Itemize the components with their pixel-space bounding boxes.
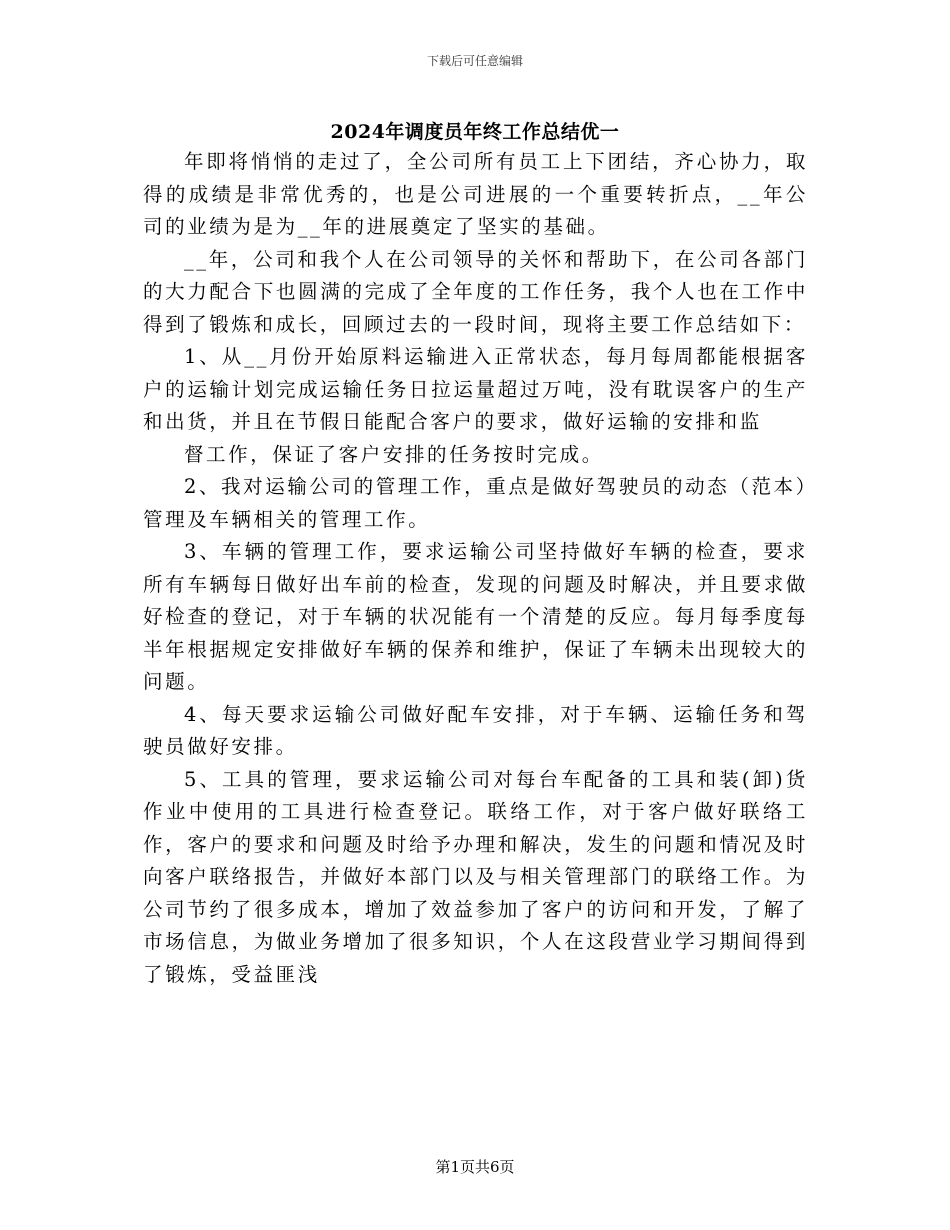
paragraph-item-3: 3、车辆的管理工作，要求运输公司坚持做好车辆的检查，要求所有车辆每日做好出车前的检查，发现的问题及时解决，并且要求做好检查的登记，对于车辆的状况能有一个清楚的反应。每月每季度每半年根据规定安排做好车辆的保养和维护，保证了车辆未出现较大的问题。: [143, 540, 808, 693]
page-number: 第1页共6页: [435, 1158, 515, 1176]
paragraph-item-1: 1、从__月份开始原料运输进入正常状态，每月每周都能根据客户的运输计划完成运输任务日拉运量超过万吨，没有耽误客户的生产和出货，并且在节假日能配合客户的要求，做好运输的安排和监: [143, 345, 808, 433]
paragraph-item-2: 2、我对运输公司的管理工作，重点是做好驾驶员的动态（范本）管理及车辆相关的管理工作。: [143, 475, 808, 531]
paragraph-intro: 年即将悄悄的走过了，全公司所有员工上下团结，齐心协力，取得的成绩是非常优秀的，也是公司进展的一个重要转折点，__年公司的业绩为是为__年的进展奠定了坚实的基础。: [143, 150, 808, 238]
document-title: 2024年调度员年终工作总结优一: [330, 121, 620, 143]
header-note: 下载后可任意编辑: [426, 54, 523, 68]
paragraph-item-4: 4、每天要求运输公司做好配车安排，对于车辆、运输任务和驾驶员做好安排。: [143, 702, 808, 758]
paragraph-item-1-cont: 督工作，保证了客户安排的任务按时完成。: [183, 442, 604, 466]
document-body: [143, 146, 808, 991]
paragraph-item-5: 5、工具的管理，要求运输公司对每台车配备的工具和装(卸)货作业中使用的工具进行检查登记。联络工作，对于客户做好联络工作，客户的要求和问题及时给予办理和解决，发生的问题和情况及时向客户联络报告，并做好本部门以及与相关管理部门的联络工作。为公司节约了很多成本，增加了效益参加了客户的访问和开发，了解了市场信息，为做业务增加了很多知识，个人在这段营业学习期间得到了锻炼，受益匪浅: [143, 767, 808, 986]
paragraph-overview: __年，公司和我个人在公司领导的关怀和帮助下，在公司各部门的大力配合下也圆满的完成了全年度的工作任务，我个人也在工作中得到了锻炼和成长，回顾过去的一段时间，现将主要工作总结如下：: [143, 247, 808, 336]
